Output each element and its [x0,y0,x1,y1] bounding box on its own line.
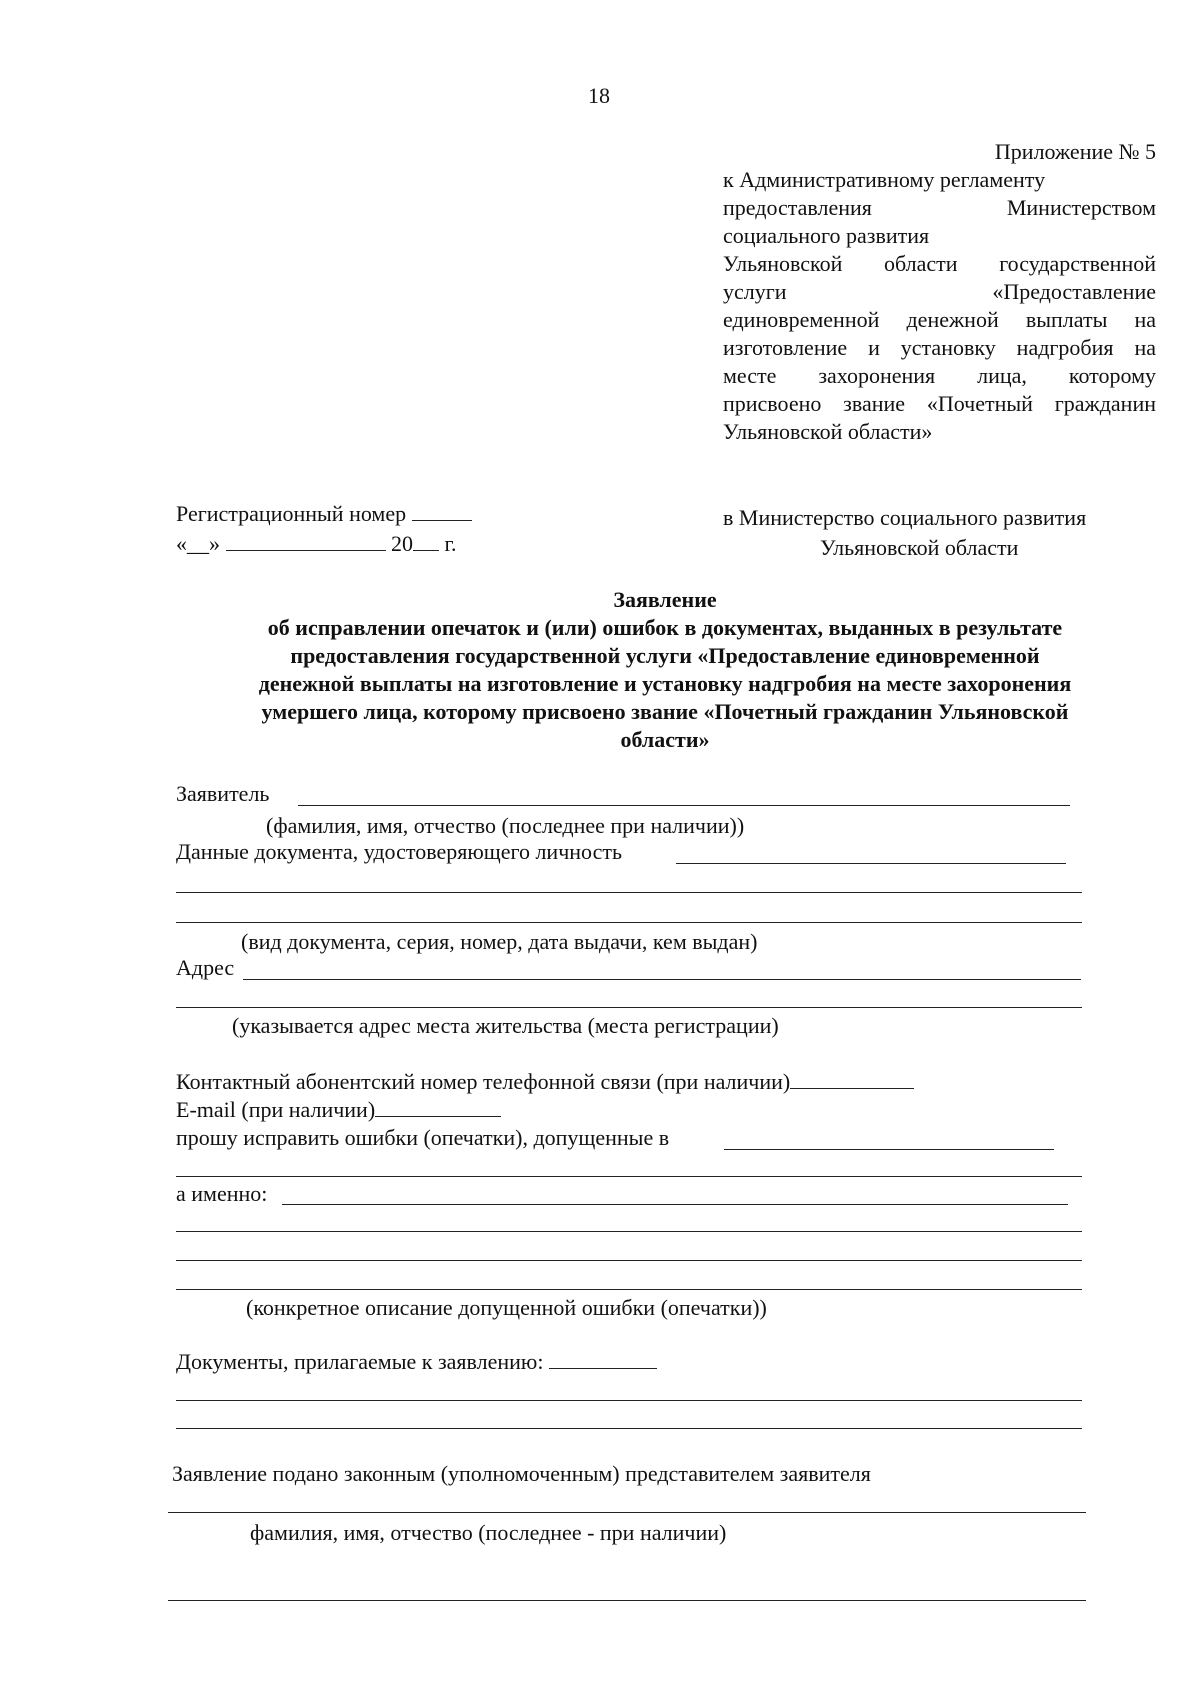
appendix-title: Приложение № 5 [994,139,1156,164]
id-document-field[interactable] [676,863,1066,864]
address-label: Адрес [176,955,235,980]
appendix-line: месте захоронения лица, которому [723,363,1156,388]
registration-number-label: Регистрационный номер [176,501,407,526]
applicant-field[interactable] [298,805,1070,806]
attachments-field[interactable] [549,1348,657,1369]
address-hint: (указывается адрес места жительства (места регистрации) [232,1013,779,1038]
id-document-field-line[interactable] [176,892,1082,893]
recipient-line: в Министерство социального развития [723,505,1087,530]
address-field-line[interactable] [176,1007,1082,1008]
attachments-field-line[interactable] [176,1400,1082,1401]
id-document-hint: (вид документа, серия, номер, дата выдачи, кем выдан) [241,929,758,954]
registration-number-field[interactable] [412,500,472,521]
phone-label [176,1068,914,1095]
attachments-label-text: Документы, прилагаемые к заявлению: [176,1349,544,1374]
appendix-line: к Административному регламенту [723,167,1046,192]
email-label [176,1096,501,1123]
appendix-line: Ульяновской области государственной [723,251,1156,276]
appendix-line: услуги «Предоставление [723,279,1156,304]
date-year-prefix: 20 [391,531,413,556]
date-year-suffix: г. [444,531,457,556]
namely-field[interactable] [282,1204,1068,1205]
email-field[interactable] [375,1096,501,1117]
appendix-line: изготовление и установку надгробия на [723,335,1156,360]
appendix-line: единовременной денежной выплаты на [723,307,1156,332]
address-field[interactable] [243,979,1081,980]
date-year-field[interactable] [413,530,439,551]
heading-line: предоставления государственной услуги «Предоставление единовременной [290,643,1040,668]
email-label-text: E-mail (при наличии) [176,1097,376,1122]
phone-field[interactable] [790,1068,914,1089]
applicant-hint: (фамилия, имя, отчество (последнее при наличии)) [266,813,745,838]
recipient-line: Ульяновской области [820,535,1019,560]
registration-date [176,530,457,557]
namely-field-line[interactable] [176,1231,1082,1232]
request-field-line[interactable] [176,1176,1082,1177]
heading-line: умершего лица, которому присвоено звание «Почетный гражданин Ульяновской [261,699,1069,724]
representative-signature-line[interactable] [168,1600,1086,1601]
id-document-label: Данные документа, удостоверяющего личность [176,839,623,864]
heading-line: об исправлении опечаток и (или) ошибок в документах, выданных в результате [267,615,1063,640]
date-day: «__» [176,531,220,556]
representative-hint: фамилия, имя, отчество (последнее - при наличии) [250,1520,727,1545]
id-document-field-line[interactable] [176,922,1082,923]
representative-field[interactable] [168,1512,1086,1513]
attachments-label [176,1348,657,1375]
request-field[interactable] [724,1149,1054,1150]
error-description-hint: (конкретное описание допущенной ошибки (опечатки)) [246,1295,767,1320]
namely-field-line[interactable] [176,1289,1082,1290]
phone-label-text: Контактный абонентский номер телефонной связи (при наличии) [176,1069,791,1094]
appendix-block [723,138,1156,446]
request-label: прошу исправить ошибки (опечатки), допущенные в [176,1125,670,1150]
representative-label: Заявление подано законным (уполномоченным) представителем заявителя [172,1461,871,1486]
appendix-line: Ульяновской области» [723,419,933,444]
namely-label: а именно: [176,1181,268,1206]
appendix-line: социального развития [723,223,930,248]
attachments-field-line[interactable] [176,1428,1082,1429]
heading-line: денежной выплаты на изготовление и установку надгробия на месте захоронения [258,671,1072,696]
namely-field-line[interactable] [176,1260,1082,1261]
registration-number [176,500,472,527]
applicant-label: Заявитель [176,781,270,806]
heading-line: области» [620,727,710,752]
page-number: 18 [588,83,610,108]
document-title: Заявление [613,587,717,612]
appendix-line: присвоено звание «Почетный гражданин [723,391,1156,416]
appendix-line: предоставления Министерством [723,195,1156,220]
date-month-field[interactable] [226,530,386,551]
